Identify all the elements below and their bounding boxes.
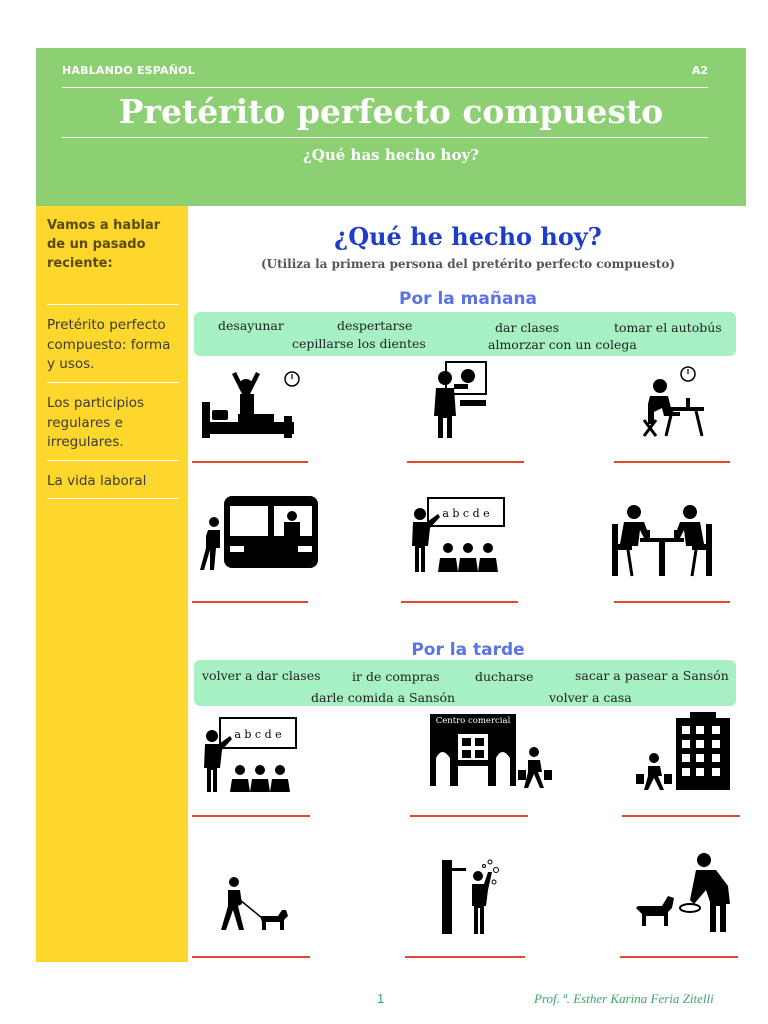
word-item: desayunar [218, 318, 284, 333]
course-name: HABLANDO ESPAÑOL [62, 64, 195, 77]
page-title: Pretérito perfecto compuesto [118, 92, 664, 131]
sidebar [36, 206, 188, 962]
word-item: volver a dar clases [202, 668, 321, 683]
page-number: 1 [377, 991, 385, 1006]
teaching-class-icon [410, 496, 510, 574]
whiteboard-letters: a b c d e [234, 728, 282, 741]
word-item: sacar a pasear a Sansón [575, 668, 729, 683]
answer-line[interactable] [410, 815, 528, 817]
showering-icon [440, 858, 500, 936]
sidebar-item-participios: Los participios regulares e irregulares. [47, 395, 145, 450]
sidebar-item-forma: Pretérito perfecto compuesto: forma y usos. [47, 317, 171, 372]
answer-line[interactable] [614, 461, 730, 463]
section-title-morning: Por la mañana [399, 289, 537, 309]
answer-line[interactable] [614, 601, 730, 603]
answer-line[interactable] [192, 461, 308, 463]
answer-line[interactable] [192, 956, 310, 958]
author-credit: Prof. ª. Esther Karina Feria Zitelli [534, 991, 714, 1006]
teaching-class-icon [200, 716, 302, 794]
word-item: dar clases [495, 320, 560, 335]
header-banner [36, 48, 746, 206]
word-item: ducharse [475, 669, 534, 684]
sidebar-divider [47, 460, 179, 461]
word-item: darle comida a Sansón [311, 690, 456, 705]
word-bank-afternoon [194, 660, 736, 706]
brushing-teeth-icon [430, 360, 490, 440]
returning-home-icon [634, 712, 732, 792]
word-item: almorzar con un colega [488, 337, 637, 352]
answer-line[interactable] [405, 956, 525, 958]
header-divider [62, 87, 708, 88]
sidebar-intro: Vamos a hablar de un pasado reciente: [47, 218, 161, 271]
sidebar-divider [47, 498, 179, 499]
word-item: volver a casa [549, 690, 632, 705]
answer-line[interactable] [192, 815, 310, 817]
page-subtitle: ¿Qué has hecho hoy? [303, 146, 479, 164]
section-title-afternoon: Por la tarde [411, 640, 525, 660]
level-badge: A2 [691, 64, 708, 77]
boarding-bus-icon [200, 492, 322, 574]
answer-line[interactable] [192, 601, 308, 603]
worksheet-title: ¿Qué he hecho hoy? [334, 222, 602, 251]
lunch-with-colleague-icon [612, 500, 712, 578]
header-divider [62, 137, 708, 138]
sidebar-divider [47, 304, 179, 305]
word-item: despertarse [337, 318, 413, 333]
answer-line[interactable] [620, 956, 738, 958]
answer-line[interactable] [622, 815, 740, 817]
word-item: cepillarse los dientes [292, 336, 426, 351]
word-item: ir de compras [352, 669, 440, 684]
feeding-dog-icon [634, 850, 738, 934]
worksheet-instruction: (Utiliza la primera persona del pretérito perfecto compuesto) [260, 257, 676, 271]
mall-sign: Centro comercial [435, 716, 511, 726]
breakfast-at-table-icon [640, 364, 708, 440]
walking-dog-icon [216, 876, 290, 934]
word-bank-morning [194, 312, 736, 356]
waking-up-in-bed-icon [198, 366, 308, 442]
sidebar-item-vida-laboral: La vida laboral [47, 473, 147, 489]
sidebar-divider [47, 382, 179, 383]
answer-line[interactable] [401, 601, 518, 603]
shopping-mall-icon [428, 712, 552, 790]
answer-line[interactable] [407, 461, 524, 463]
whiteboard-letters: a b c d e [442, 507, 490, 520]
word-item: tomar el autobús [614, 320, 722, 335]
